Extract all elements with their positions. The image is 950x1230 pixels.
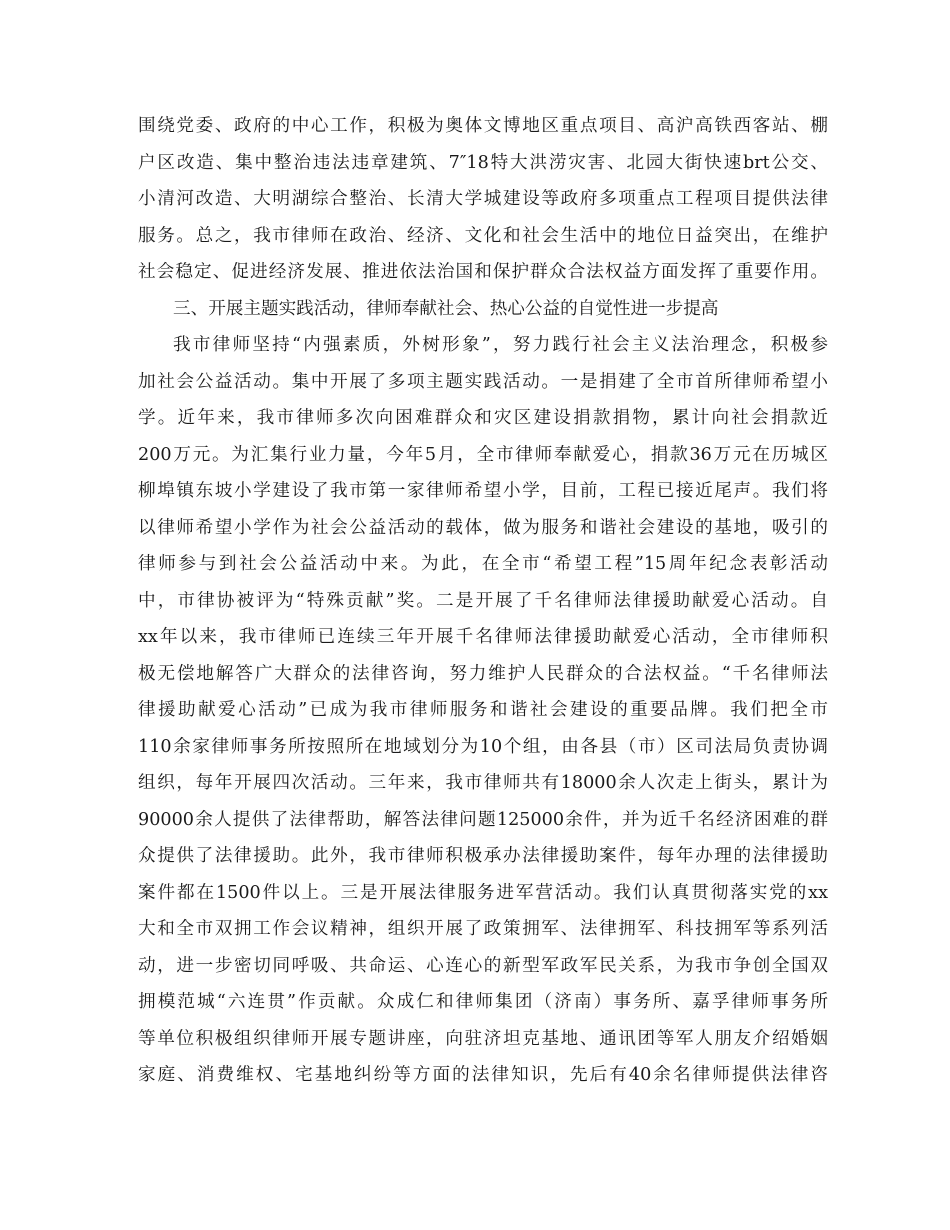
text-line: 以律师希望小学作为社会公益活动的载体，做为服务和谐社会建设的基地，吸引的 bbox=[138, 517, 828, 538]
text-line: 组织，每年开展四次活动。三年来，我市律师共有18000余人次走上街头，累计为 bbox=[138, 773, 828, 793]
text-line: 案件都在1500件以上。三是开展法律服务进军营活动。我们认真贯彻落实党的xx bbox=[138, 882, 828, 903]
text-line: 动，进一步密切同呼吸、共命运、心连心的新型军政军民关系，为我市争创全国双 bbox=[138, 955, 828, 976]
text-line: 中，市律协被评为“特殊贡献”奖。二是开展了千名律师法律援助献爱心活动。自 bbox=[138, 590, 828, 611]
text-line: 极无偿地解答广大群众的法律咨询，努力维护人民群众的合法权益。“千名律师法 bbox=[138, 663, 828, 684]
text-line: 律援助献爱心活动”已成为我市律师服务和谐社会建设的重要品牌。我们把全市 bbox=[138, 700, 828, 720]
text-line: 律师参与到社会公益活动中来。为此，在全市“希望工程”15周年纪念表彰活动 bbox=[138, 554, 828, 574]
text-line: 200万元。为汇集行业力量，今年5月，全市律师奉献爱心，捐款36万元在历城区 bbox=[138, 444, 828, 465]
text-line: 90000余人提供了法律帮助，解答法律问题125000余件，并为近千名经济困难的群 bbox=[138, 809, 828, 830]
text-line: 110余家律师事务所按照所在地域划分为10个组，由各县（市）区司法局负责协调 bbox=[138, 736, 828, 757]
text-line: 社会稳定、促进经济发展、推进依法治国和保护群众合法权益方面发挥了重要作用。 bbox=[138, 262, 828, 282]
text-line: 小清河改造、大明湖综合整治、长清大学城建设等政府多项重点工程项目提供法律 bbox=[138, 189, 828, 209]
text-line: 学。近年来，我市律师多次向困难群众和灾区建设捐款捐物，累计向社会捐款近 bbox=[138, 408, 828, 428]
text-line: 户区改造、集中整治违法违章建筑、7″18特大洪涝灾害、北园大街快速brt公交、 bbox=[138, 152, 828, 173]
text-line: 等单位积极组织律师开展专题讲座，向驻济坦克基地、通讯团等军人朋友介绍婚姻 bbox=[138, 1028, 828, 1049]
text-line: 家庭、消费维权、宅基地纠纷等方面的法律知识，先后有40余名律师提供法律咨 bbox=[138, 1065, 828, 1085]
text-line: 我市律师坚持“内强素质，外树形象”，努力践行社会主义法治理念，积极参 bbox=[173, 335, 828, 355]
text-line: 大和全市双拥工作会议精神，组织开展了政策拥军、法律拥军、科技拥军等系列活 bbox=[138, 919, 828, 939]
text-line: 柳埠镇东坡小学建设了我市第一家律师希望小学，目前，工程已接近尾声。我们将 bbox=[138, 481, 828, 501]
section-heading: 三、开展主题实践活动，律师奉献社会、热心公益的自觉性进一步提高 bbox=[173, 298, 719, 319]
text-line: 加社会公益活动。集中开展了多项主题实践活动。一是捐建了全市首所律师希望小 bbox=[138, 371, 828, 392]
text-line: xx年以来，我市律师已连续三年开展千名律师法律援助献爱心活动，全市律师积 bbox=[138, 627, 828, 647]
text-line: 众提供了法律援助。此外，我市律师积极承办法律援助案件，每年办理的法律援助 bbox=[138, 846, 828, 866]
text-line: 拥模范城“六连贯”作贡献。众成仁和律师集团（济南）事务所、嘉孚律师事务所 bbox=[138, 992, 828, 1012]
text-line: 服务。总之，我市律师在政治、经济、文化和社会生活中的地位日益突出，在维护 bbox=[138, 225, 828, 246]
text-line: 围绕党委、政府的中心工作，积极为奥体文博地区重点项目、高沪高铁西客站、棚 bbox=[138, 116, 828, 136]
